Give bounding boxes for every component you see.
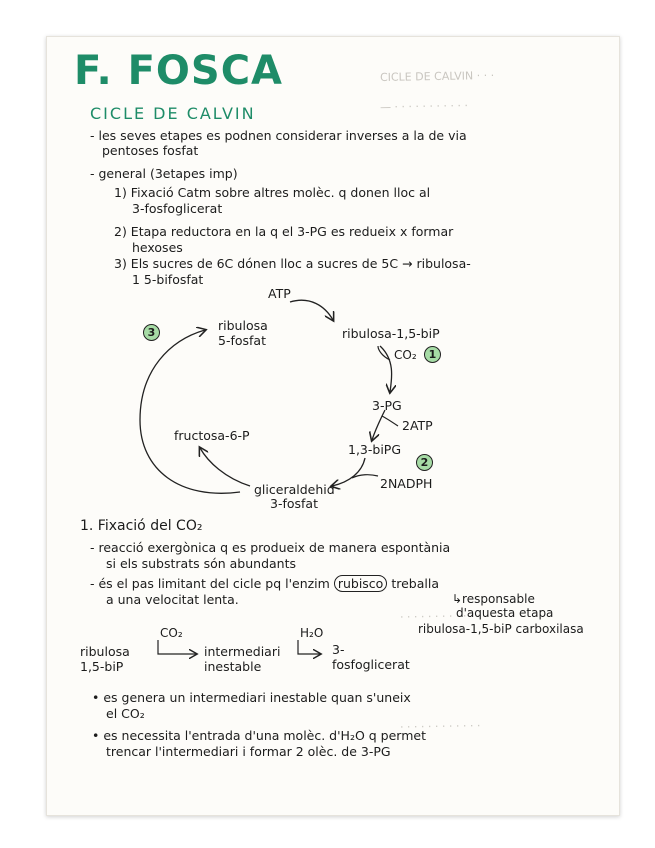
intro-line: - les seves etapes es podnen considerar inverses a la de via <box>90 128 467 143</box>
responsable-note: ↳responsable <box>452 592 535 606</box>
ribulosa-5p-label: ribulosa <box>218 318 268 333</box>
stage-2-cont: hexoses <box>132 240 183 255</box>
atp2-label: 2ATP <box>402 418 433 433</box>
general-line: - general (3etapes imp) <box>90 166 238 181</box>
page-title: F. FOSCA <box>74 48 284 94</box>
note-1-cont: el CO₂ <box>106 706 145 721</box>
stage-3-cont: 1 5-bifosfat <box>132 272 204 287</box>
stage-1: 1) Fixació Catm sobre altres molèc. q donen lloc al <box>114 185 431 200</box>
reaction-intermediate: intermediari <box>204 644 281 659</box>
reaction-product: 3- <box>332 642 345 657</box>
reaction-arrow-1 <box>158 640 196 654</box>
stage-3: 3) Els sucres de 6C dónen lloc a sucres de 5C → ribulosa- <box>114 256 471 271</box>
reaction-co2: CO₂ <box>160 626 183 640</box>
show-through-text: · · · · · · · · · · · · <box>399 719 481 734</box>
fructosa-label: fructosa-6-P <box>174 428 250 443</box>
reaction-arrow-2 <box>298 640 320 654</box>
fix-bullet-1: - reacció exergònica q es produeix de manera espontània <box>90 540 451 555</box>
fix-bullet-2-end: treballa <box>391 576 439 591</box>
reaction-substrate-2: 1,5-biP <box>80 659 124 674</box>
nadph-label: 2NADPH <box>380 476 433 491</box>
intro-line: pentoses fosfat <box>102 143 199 158</box>
stage-1-cont: 3-fosfoglicerat <box>132 201 223 216</box>
note-1: • es genera un intermediari inestable quan s'uneix <box>92 690 411 705</box>
glic-label: gliceraldehid <box>254 482 335 497</box>
reaction-substrate: ribulosa <box>80 644 130 659</box>
section-heading: 1. Fixació del CO₂ <box>80 518 203 534</box>
reaction-intermediate-2: inestable <box>204 659 262 674</box>
pg3-label: 3-PG <box>372 398 402 413</box>
show-through-text: — · · · · · · · · · · · <box>379 99 469 114</box>
stage-2: 2) Etapa reductora en la q el 3-PG es redueix x formar <box>114 224 454 239</box>
note-2: • es necessita l'entrada d'una molèc. d'H₂O q permet <box>92 728 426 743</box>
note-2-cont: trencar l'intermediari i formar 2 olèc. de 3-PG <box>106 744 391 759</box>
co2-label: CO₂ <box>394 348 417 362</box>
reaction-product-2: fosfoglicerat <box>332 657 410 672</box>
show-through-text: · · · · · · · · · · · · <box>399 609 481 624</box>
step-2-badge: 2 <box>416 454 433 471</box>
ribulosa-15bp-label: ribulosa-1,5-biP <box>342 326 440 341</box>
step-3-badge: 3 <box>143 324 160 341</box>
fix-bullet-2-text: - és el pas limitant del cicle pq l'enzim <box>90 576 330 591</box>
step-1-badge: 1 <box>424 346 441 363</box>
fix-bullet-1-cont: si els substrats són abundants <box>106 556 297 571</box>
glic-label-2: 3-fosfat <box>270 496 318 511</box>
ribulosa-5p-label-2: 5-fosfat <box>218 333 266 348</box>
responsable-note-2: d'aquesta etapa <box>456 606 554 620</box>
rubisco-word: rubisco <box>334 575 388 592</box>
section-subtitle: CICLE DE CALVIN <box>90 104 256 123</box>
show-through-text: CICLE DE CALVIN · · · <box>379 69 495 84</box>
reaction-h2o: H₂O <box>300 626 324 640</box>
enzyme-name: ribulosa-1,5-biP carboxilasa <box>418 622 584 636</box>
bpg-label: 1,3-biPG <box>348 442 402 457</box>
fix-bullet-2-cont: a una velocitat lenta. <box>106 592 239 607</box>
atp-label: ATP <box>268 286 291 301</box>
